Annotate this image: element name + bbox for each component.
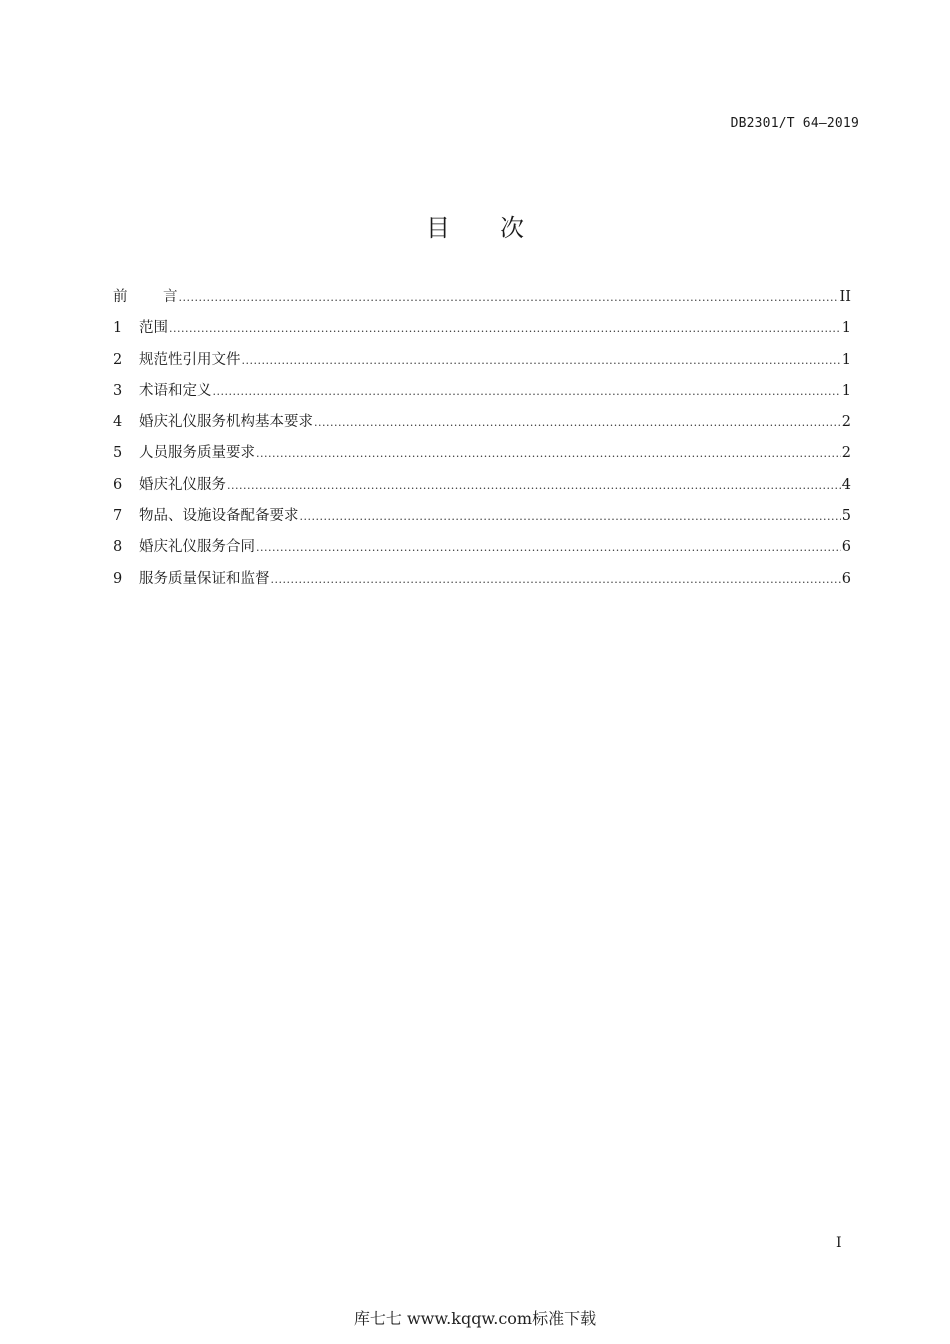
toc-section-title: 术语和定义 xyxy=(139,382,212,399)
toc-page-number: 4 xyxy=(841,476,851,493)
toc-page-number: II xyxy=(839,289,851,305)
title-char-1: 目 xyxy=(426,214,450,242)
dot-leader xyxy=(179,287,839,309)
toc-section-number: 1 xyxy=(113,320,123,337)
title-char-2: 次 xyxy=(500,214,524,242)
toc-section-number: 2 xyxy=(113,351,123,368)
dot-leader xyxy=(314,412,841,434)
toc-entry-7[interactable] xyxy=(113,505,851,536)
toc-section-title: 婚庆礼仪服务机构基本要求 xyxy=(139,414,313,431)
preface-char-2: 言 xyxy=(163,289,178,305)
page-number: I xyxy=(836,1235,842,1251)
dot-leader xyxy=(271,569,841,591)
toc-section-title: 人员服务质量要求 xyxy=(139,445,255,462)
toc-entry-2[interactable] xyxy=(113,349,851,380)
dot-leader xyxy=(169,318,841,340)
watermark-text: 库七七 www.kqqw.com标准下载 xyxy=(353,1309,597,1328)
toc-section-title: 范围 xyxy=(139,320,168,337)
toc-entry-9[interactable] xyxy=(113,568,851,599)
dot-leader xyxy=(256,537,841,559)
toc-entry-3[interactable] xyxy=(113,380,851,411)
preface-char-1: 前 xyxy=(113,289,128,305)
toc-section-number: 6 xyxy=(113,476,123,493)
toc-section-title: 婚庆礼仪服务 xyxy=(139,476,226,493)
dot-leader xyxy=(256,443,841,465)
page-title xyxy=(0,208,950,243)
toc-entry-5[interactable] xyxy=(113,442,851,473)
toc-section-title: 婚庆礼仪服务合同 xyxy=(139,539,255,556)
toc-page-number: 1 xyxy=(841,351,851,368)
toc-page-number: 1 xyxy=(841,382,851,399)
toc-entry-4[interactable] xyxy=(113,411,851,442)
toc-section-number: 9 xyxy=(113,570,123,587)
toc-section-title: 服务质量保证和监督 xyxy=(139,570,270,587)
toc-section-number: 4 xyxy=(113,414,123,431)
toc-page-number: 5 xyxy=(841,508,851,525)
document-code: DB2301/T 64—2019 xyxy=(730,116,859,131)
toc-entry-1[interactable] xyxy=(113,317,851,348)
toc-page-number: 1 xyxy=(841,320,851,337)
toc-section-number: 5 xyxy=(113,445,123,462)
dot-leader xyxy=(213,381,841,403)
toc-section-number: 3 xyxy=(113,382,123,399)
toc-section-number: 7 xyxy=(113,508,123,525)
toc-section-number: 8 xyxy=(113,539,123,556)
toc-page-number: 6 xyxy=(841,539,851,556)
toc-entry-preface[interactable] xyxy=(113,286,851,317)
toc-section-title: 规范性引用文件 xyxy=(139,351,241,368)
dot-leader xyxy=(300,506,841,528)
toc-section-title: 物品、设施设备配备要求 xyxy=(139,508,299,525)
toc-page-number: 2 xyxy=(841,414,851,431)
toc-entry-8[interactable] xyxy=(113,536,851,567)
toc-page-number: 6 xyxy=(841,570,851,587)
toc-entry-6[interactable] xyxy=(113,474,851,505)
toc-page-number: 2 xyxy=(841,445,851,462)
table-of-contents xyxy=(113,286,851,599)
dot-leader xyxy=(242,350,841,372)
dot-leader xyxy=(227,475,841,497)
